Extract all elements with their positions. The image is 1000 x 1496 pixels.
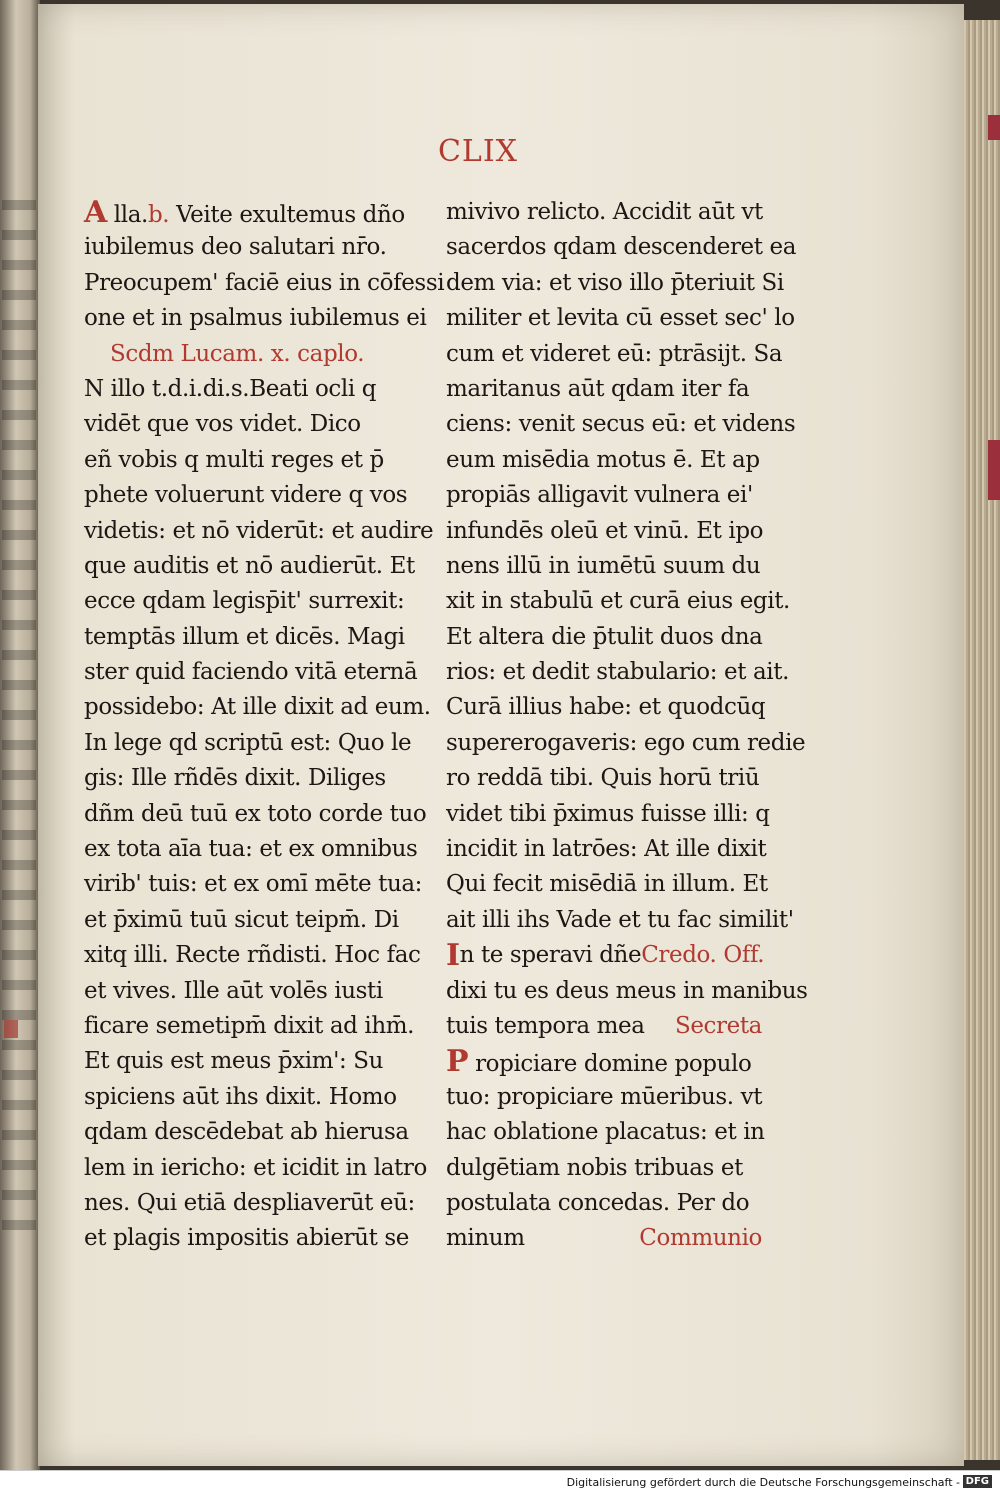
- right-column-line: [446, 301, 795, 336]
- line-text: postulata concedas. Per do: [446, 1189, 750, 1216]
- line-text: et p̄ximū tuū sicut teipm̄. Di: [84, 906, 399, 933]
- left-column-line: [84, 372, 402, 407]
- line-text: militer et levita cū esset sec' lo: [446, 305, 795, 332]
- left-column-line: [84, 832, 418, 867]
- left-column-line: [84, 1221, 409, 1256]
- line-text: ex tota aīa tua: et ex omnibus: [84, 836, 418, 863]
- right-column-line: [446, 266, 784, 301]
- left-column-line: [84, 301, 427, 336]
- rubric-heading: Scdm Lucam. x. caplo.: [110, 340, 365, 367]
- line-text: eum misēdia motus ē. Et ap: [446, 446, 760, 473]
- line-text: videt tibi p̄ximus fuisse illi: q: [446, 800, 770, 827]
- line-text: videtis: et nō viderūt: et audire: [84, 517, 434, 544]
- page-edges: [962, 20, 1000, 1460]
- left-column-line: [84, 195, 405, 230]
- right-column-line: [446, 974, 808, 1009]
- line-text: nens illū in iumētū suum du: [446, 552, 761, 579]
- right-column-line: [446, 372, 762, 407]
- right-column-line: [446, 761, 762, 796]
- left-column-line: [84, 620, 405, 655]
- line-text: hac oblatione placatus: et in: [446, 1119, 765, 1146]
- line-text: et plagis impositis abierūt se: [84, 1225, 409, 1252]
- right-column-line: [446, 1151, 762, 1186]
- bookmark-ribbon-top: [988, 115, 1000, 140]
- line-text: virib' tuis: et ex omī mēte tua:: [84, 871, 423, 898]
- line-text: ciens: venit secus eū: et videns: [446, 411, 796, 438]
- right-column-line: [446, 337, 783, 372]
- right-column-line: [446, 230, 797, 265]
- right-column-line: [446, 1009, 762, 1044]
- line-text: Et altera die p̄tulit duos dna: [446, 623, 763, 650]
- right-column-line: [446, 443, 762, 478]
- line-text: tuo: propiciare mūeribus. vt: [446, 1083, 763, 1110]
- left-column-line: [84, 655, 418, 690]
- left-column-line: [84, 867, 423, 902]
- left-column-line: [84, 549, 415, 584]
- right-column-line: [446, 407, 796, 442]
- footer-bar: [0, 1470, 1000, 1496]
- right-column-line: [446, 549, 762, 584]
- right-column-line: [446, 478, 762, 513]
- line-text: iubilemus deo salutari nr̄o.: [84, 234, 387, 261]
- left-column-line: [84, 797, 427, 832]
- right-column-line: [446, 1221, 762, 1256]
- line-text: mivivo relicto. Accidit aūt vt: [446, 199, 763, 225]
- line-text: tuis tempora mea: [446, 1012, 645, 1039]
- line-text: infundēs oleū et vinū. Et ipo: [446, 517, 764, 544]
- line-text: Curā illius habe: et quodcūq: [446, 694, 766, 721]
- left-column-line: [84, 230, 402, 265]
- line-text: que auditis et nō audierūt. Et: [84, 552, 415, 579]
- line-text: eñ vobis q multi reges et p̄: [84, 446, 384, 473]
- text-column-left: [84, 195, 445, 1257]
- left-column-line: [84, 1080, 402, 1115]
- right-column-line: [446, 690, 766, 725]
- left-column-line: [84, 1044, 402, 1079]
- facing-page-text: [2, 200, 36, 1240]
- line-text: propiās alligavit vulnera ei': [446, 482, 753, 509]
- left-column-line: [84, 443, 402, 478]
- left-column-line: [84, 266, 445, 301]
- line-text: vidēt que vos videt. Dico: [84, 411, 361, 438]
- line-text: one et in psalmus iubilemus ei: [84, 305, 427, 332]
- line-text: Qui fecit misēdiā in illum. Et: [446, 871, 768, 898]
- left-column-line: [84, 903, 402, 938]
- initial-letter: I: [446, 938, 460, 974]
- right-column-line: [446, 726, 806, 761]
- line-text: cum et videret eū: ptrāsijt. Sa: [446, 340, 783, 367]
- line-text: dem via: et viso illo p̄teriuit Si: [446, 269, 784, 296]
- line-text: dñm deū tuū ex toto corde tuo: [84, 800, 427, 827]
- line-text: spiciens aūt ihs dixit. Homo: [84, 1083, 397, 1110]
- right-column-line: [446, 620, 762, 655]
- left-column-line: [84, 974, 402, 1009]
- initial-letter: P: [446, 1044, 469, 1080]
- left-column-line: [84, 1151, 427, 1186]
- right-column-line: [446, 797, 770, 832]
- line-text: incidit in latrōes: At ille dixit: [446, 836, 767, 863]
- left-column-line: [84, 407, 402, 442]
- facing-page-rubric: [4, 1020, 18, 1038]
- right-column-line: [446, 195, 762, 230]
- line-text: dulgētiam nobis tribuas et: [446, 1154, 743, 1181]
- dfg-logo: DFG: [963, 1475, 992, 1488]
- facing-page-edge: [0, 0, 40, 1470]
- line-text: ster quid faciendo vitā eternā: [84, 659, 418, 686]
- line-text: Et quis est meus p̄xim': Su: [84, 1048, 384, 1075]
- line-text: In lege qd scriptū est: Quo le: [84, 729, 412, 756]
- line-text: lem in iericho: et icidit in latro: [84, 1154, 427, 1181]
- line-text: ecce qdam legisp̄it' surrexit:: [84, 588, 405, 615]
- left-column-line: [84, 690, 431, 725]
- line-text: et vives. Ille aūt volēs iusti: [84, 977, 383, 1004]
- line-text: xitq illi. Recte rñdisti. Hoc fac: [84, 942, 421, 969]
- right-column-line: [446, 514, 762, 549]
- left-column-line: [84, 726, 412, 761]
- line-text: gis: Ille rñdēs dixit. Diliges: [84, 765, 386, 792]
- right-column-line: [446, 1115, 765, 1150]
- line-text: phete voluerunt videre q vos: [84, 482, 408, 509]
- line-text: rios: et dedit stabulario: et ait.: [446, 659, 790, 686]
- line-text: ro reddā tibi. Quis horū triū: [446, 765, 760, 792]
- line-text: Veite exultemus dño: [169, 202, 405, 228]
- line-text: N illo t.d.i.di.s.Beati ocli q: [84, 375, 377, 402]
- line-text: xit in stabulū et curā eius egit.: [446, 588, 790, 615]
- line-text: ropiciare domine populo: [468, 1051, 752, 1078]
- left-column-line: [84, 337, 402, 372]
- right-column-line: [446, 938, 765, 974]
- bookmark-ribbon: [988, 440, 1000, 500]
- line-text: temptās illum et dicēs. Magi: [84, 623, 405, 650]
- line-text: supererogaveris: ego cum redie: [446, 729, 806, 756]
- rubric-label: Secreta: [674, 1012, 762, 1039]
- line-text: dixi tu es deus meus in manibus: [446, 977, 808, 1004]
- right-column-line: [446, 867, 768, 902]
- line-text: ait illi ihs Vade et tu fac similit': [446, 906, 794, 933]
- rubric-text: b.: [147, 202, 170, 228]
- line-text: Preocupem' faciē eius in cōfessi: [84, 269, 445, 296]
- left-column-line: [84, 478, 408, 513]
- right-column-line: [446, 903, 794, 938]
- line-text: possidebo: At ille dixit ad eum.: [84, 694, 431, 721]
- line-text: lla.: [106, 202, 148, 228]
- left-column-line: [84, 938, 421, 973]
- line-text: n te speravi dñe: [459, 942, 642, 969]
- line-text: sacerdos qdam descenderet ea: [446, 234, 797, 261]
- right-column-line: [446, 655, 790, 690]
- left-column-line: [84, 1009, 415, 1044]
- right-column-line: [446, 1186, 762, 1221]
- left-column-line: [84, 514, 434, 549]
- right-column-line: [446, 832, 767, 867]
- line-text: maritanus aūt qdam iter fa: [446, 375, 750, 402]
- left-column-line: [84, 1115, 409, 1150]
- line-text: ficare semetipm̄ dixit ad ihm̄.: [84, 1012, 415, 1039]
- funding-credit: Digitalisierung gefördert durch die Deutsche Forschungsgemeinschaft -: [566, 1476, 960, 1489]
- rubric-label: Credo. Off.: [641, 942, 765, 969]
- rubric-label: Communio: [639, 1225, 762, 1252]
- line-text: qdam descēdebat ab hierusa: [84, 1119, 409, 1146]
- right-column-line: [446, 1044, 762, 1079]
- text-column-right: [446, 195, 808, 1257]
- line-text: nes. Qui etiā despliaverūt eū:: [84, 1189, 415, 1216]
- right-column-line: [446, 584, 790, 619]
- line-text: minum: [446, 1225, 525, 1252]
- right-column-line: [446, 1080, 762, 1115]
- left-column-line: [84, 761, 402, 796]
- left-column-line: [84, 584, 405, 619]
- folio-number: CLIX: [437, 134, 519, 169]
- left-column-line: [84, 1186, 415, 1221]
- initial-letter: A: [84, 195, 107, 230]
